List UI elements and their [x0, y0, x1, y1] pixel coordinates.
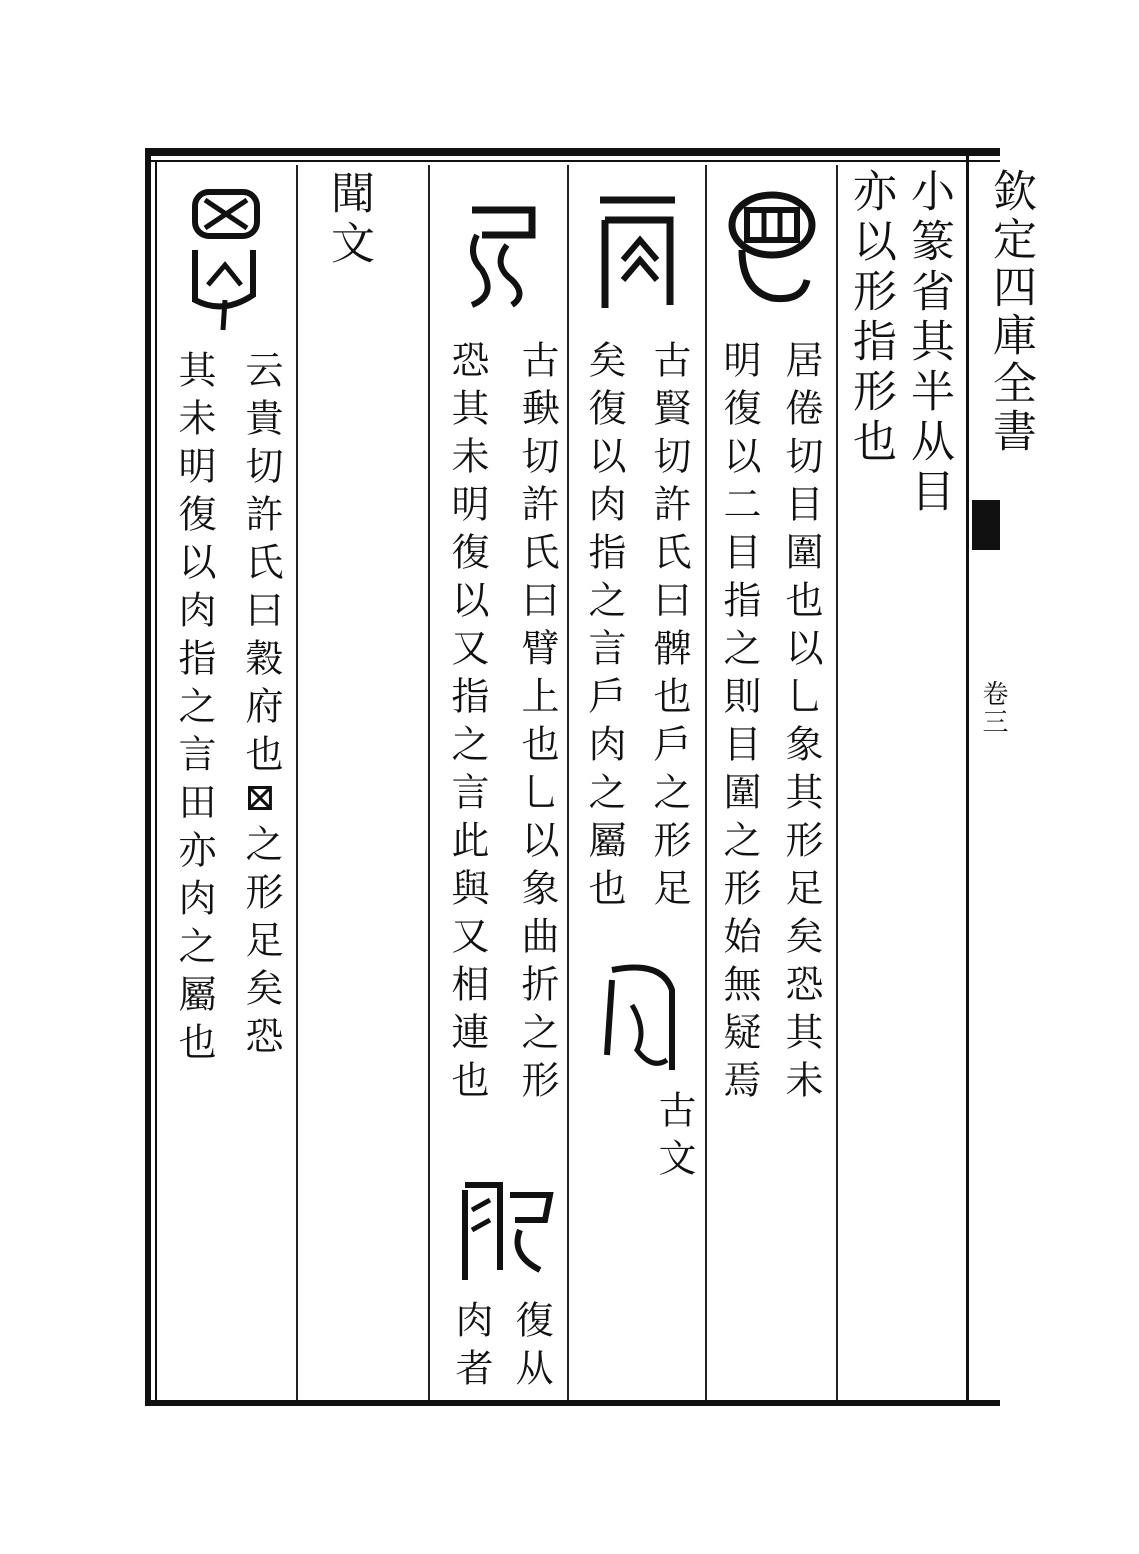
column-rule [428, 165, 430, 1400]
page-border-top-inner [145, 160, 1000, 162]
text-column: 復从 [509, 1300, 553, 1396]
text-column: 古文 [652, 1090, 696, 1186]
spine-title: 欽定四庫全書 [985, 168, 1036, 456]
text-column: 云貴切許氏曰穀府也⊠之形足矣恐 [239, 350, 283, 1064]
text-column: 矣復以肉指之言戶肉之屬也 [582, 340, 626, 916]
spine-volume: 卷三 [978, 680, 1008, 736]
page-border-bottom [145, 1400, 1000, 1406]
text-column: 明復以二目指之則目圍之形始無疑焉 [717, 340, 761, 1108]
column-rule [836, 165, 838, 1400]
text-column: 古賢切許氏曰髀也戶之形足 [647, 340, 691, 916]
column-rule [296, 165, 298, 1400]
text-column: 聞文 [323, 170, 374, 270]
text-column: 居倦切目圍也以乚象其形足矣恐其未 [779, 340, 823, 1108]
text-column: 亦以形指形也 [845, 168, 896, 468]
spine-fishtail-mark [972, 500, 1000, 550]
text-column: 小篆省其半从目 [903, 168, 954, 518]
page-border-top [145, 148, 1000, 156]
seal-character-image [592, 960, 687, 1085]
column-rule [705, 165, 707, 1400]
column-rule [567, 165, 569, 1400]
text-column: 恐其未明復以又指之言此與又相連也 [445, 340, 489, 1108]
seal-character-image [450, 1170, 560, 1295]
page-border-left [145, 148, 151, 1406]
seal-character-image [722, 180, 822, 320]
text-column: 古𡙇切許氏曰臂上也乚以象曲折之形 [515, 340, 559, 1108]
text-column: 肉者 [449, 1300, 493, 1396]
text-column: 其未明復以肉指之言田亦肉之屬也 [172, 350, 216, 1070]
page-border-right [966, 148, 969, 1406]
seal-character-image [452, 185, 552, 315]
page-border-left-inner [155, 160, 157, 1400]
seal-character-image [585, 180, 695, 320]
seal-character-image [183, 180, 273, 340]
